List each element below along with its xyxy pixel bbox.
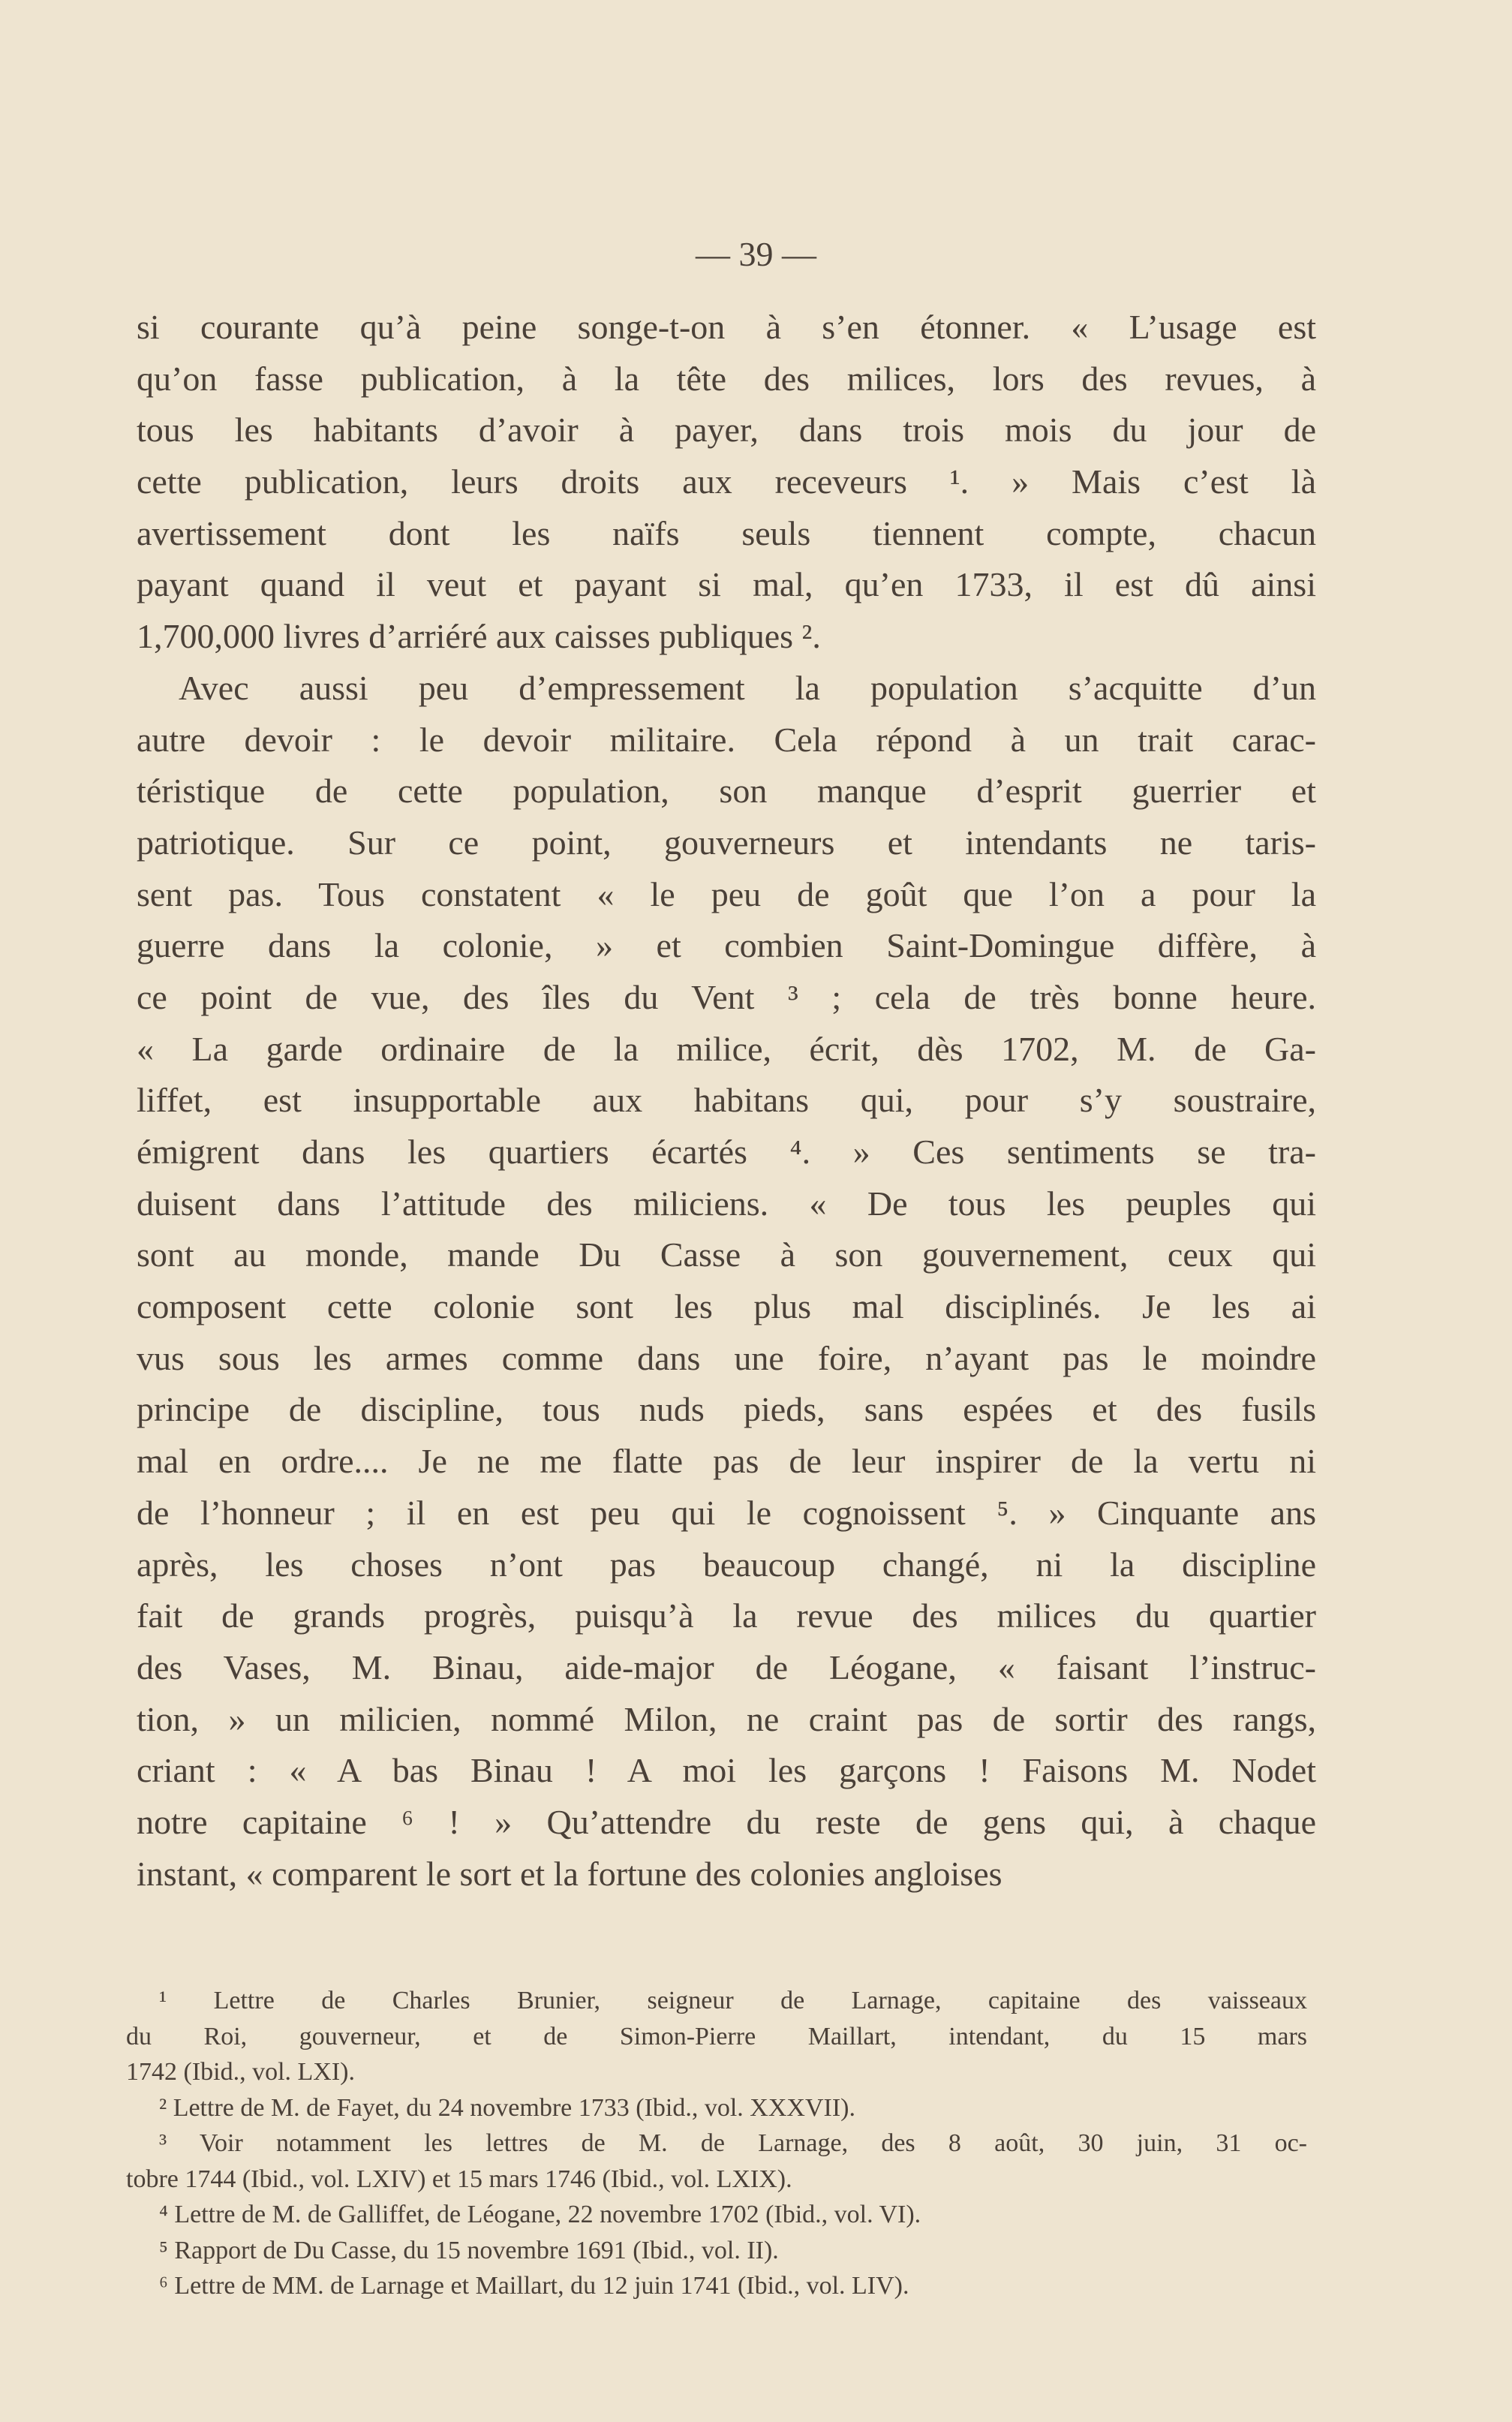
footnote-line: ² Lettre de M. de Fayet, du 24 novembre 1733 (Ibid., vol. XXXVII). bbox=[159, 2093, 855, 2122]
footnote-line: ⁴ Lettre de M. de Galliffet, de Léogane, 22 novembre 1702 (Ibid., vol. VI). bbox=[159, 2201, 921, 2228]
footnote-line: tobre 1744 (Ibid., vol. LXIV) et 15 mars 1746 (Ibid., vol. LXIX). bbox=[126, 2165, 792, 2193]
body-line: cette publication, leurs droits aux receveurs ¹. » Mais c’est là bbox=[137, 462, 1316, 501]
footnote-line: ³ Voir notamment les lettres de M. de Larnage, des 8 août, 30 juin, 31 oc- bbox=[159, 2129, 1307, 2157]
footnote-line: ⁵ Rapport de Du Casse, du 15 novembre 1691 (Ibid., vol. II). bbox=[159, 2236, 779, 2264]
body-line: après, les choses n’ont pas beaucoup changé, ni la discipline bbox=[137, 1545, 1316, 1584]
body-line: sont au monde, mande Du Casse à son gouvernement, ceux qui bbox=[137, 1235, 1316, 1274]
body-line: fait de grands progrès, puisqu’à la revue des milices du quartier bbox=[137, 1596, 1316, 1635]
body-line: sent pas. Tous constatent « le peu de goût que l’on a pour la bbox=[137, 874, 1316, 913]
body-line: guerre dans la colonie, » et combien Saint-Domingue diffère, à bbox=[137, 926, 1316, 965]
body-line: qu’on fasse publication, à la tête des milices, lors des revues, à bbox=[137, 359, 1316, 398]
body-line: des Vases, M. Binau, aide-major de Léogane, « faisant l’instruc- bbox=[137, 1647, 1316, 1686]
body-line: patriotique. Sur ce point, gouverneurs et intendants ne taris- bbox=[137, 823, 1316, 862]
footnote-line: du Roi, gouverneur, et de Simon-Pierre Maillart, intendant, du 15 mars bbox=[126, 2022, 1307, 2050]
footnote-line: ⁶ Lettre de MM. de Larnage et Maillart, du 12 juin 1741 (Ibid., vol. LIV). bbox=[159, 2272, 909, 2300]
body-line: si courante qu’à peine songe-t-on à s’en étonner. « L’usage est bbox=[137, 308, 1316, 346]
page-number: — 39 — bbox=[696, 235, 816, 273]
body-line: duisent dans l’attitude des miliciens. « De tous les peuples qui bbox=[137, 1184, 1316, 1223]
footnotes bbox=[126, 1983, 1307, 2304]
body-line: liffet, est insupportable aux habitans qui, pour s’y soustraire, bbox=[137, 1081, 1316, 1120]
body-line: téristique de cette population, son manque d’esprit guerrier et bbox=[137, 772, 1316, 811]
body-line: de l’honneur ; il en est peu qui le cognoissent ⁵. » Cinquante ans bbox=[137, 1493, 1316, 1532]
body-line: payant quand il veut et payant si mal, qu’en 1733, il est dû ainsi bbox=[137, 565, 1316, 604]
footnote-line: ¹ Lettre de Charles Brunier, seigneur de Larnage, capitaine des vaisseaux bbox=[159, 1987, 1307, 2014]
body-line: avertissement dont les naïfs seuls tiennent compte, chacun bbox=[137, 513, 1316, 552]
body-line: « La garde ordinaire de la milice, écrit, dès 1702, M. de Ga- bbox=[137, 1029, 1316, 1068]
body-line: tous les habitants d’avoir à payer, dans trois mois du jour de bbox=[137, 411, 1316, 450]
body-line: Avec aussi peu d’empressement la population s’acquitte d’un bbox=[179, 668, 1316, 707]
body-line: mal en ordre.... Je ne me flatte pas de leur inspirer de la vertu ni bbox=[137, 1442, 1316, 1481]
body-line: instant, « comparent le sort et la fortune des colonies angloises bbox=[137, 1854, 1002, 1893]
footnote-line: 1742 (Ibid., vol. LXI). bbox=[126, 2058, 356, 2086]
body-line: 1,700,000 livres d’arriéré aux caisses publiques ². bbox=[137, 617, 821, 656]
body-line: émigrent dans les quartiers écartés ⁴. » Ces sentiments se tra- bbox=[137, 1133, 1316, 1171]
body-line: notre capitaine ⁶ ! » Qu’attendre du reste de gens qui, à chaque bbox=[137, 1802, 1316, 1841]
body-line: criant : « A bas Binau ! A moi les garçons ! Faisons M. Nodet bbox=[137, 1751, 1316, 1790]
body-line: tion, » un milicien, nommé Milon, ne craint pas de sortir des rangs, bbox=[137, 1699, 1316, 1738]
body-line: principe de discipline, tous nuds pieds, sans espées et des fusils bbox=[137, 1390, 1316, 1429]
body-line: vus sous les armes comme dans une foire, n’ayant pas le moindre bbox=[137, 1338, 1316, 1377]
body-line: composent cette colonie sont les plus mal disciplinés. Je les ai bbox=[137, 1287, 1316, 1326]
body-line: ce point de vue, des îles du Vent ³ ; cela de très bonne heure. bbox=[137, 977, 1316, 1016]
body-text bbox=[137, 302, 1316, 1900]
body-line: autre devoir : le devoir militaire. Cela répond à un trait carac- bbox=[137, 720, 1316, 759]
